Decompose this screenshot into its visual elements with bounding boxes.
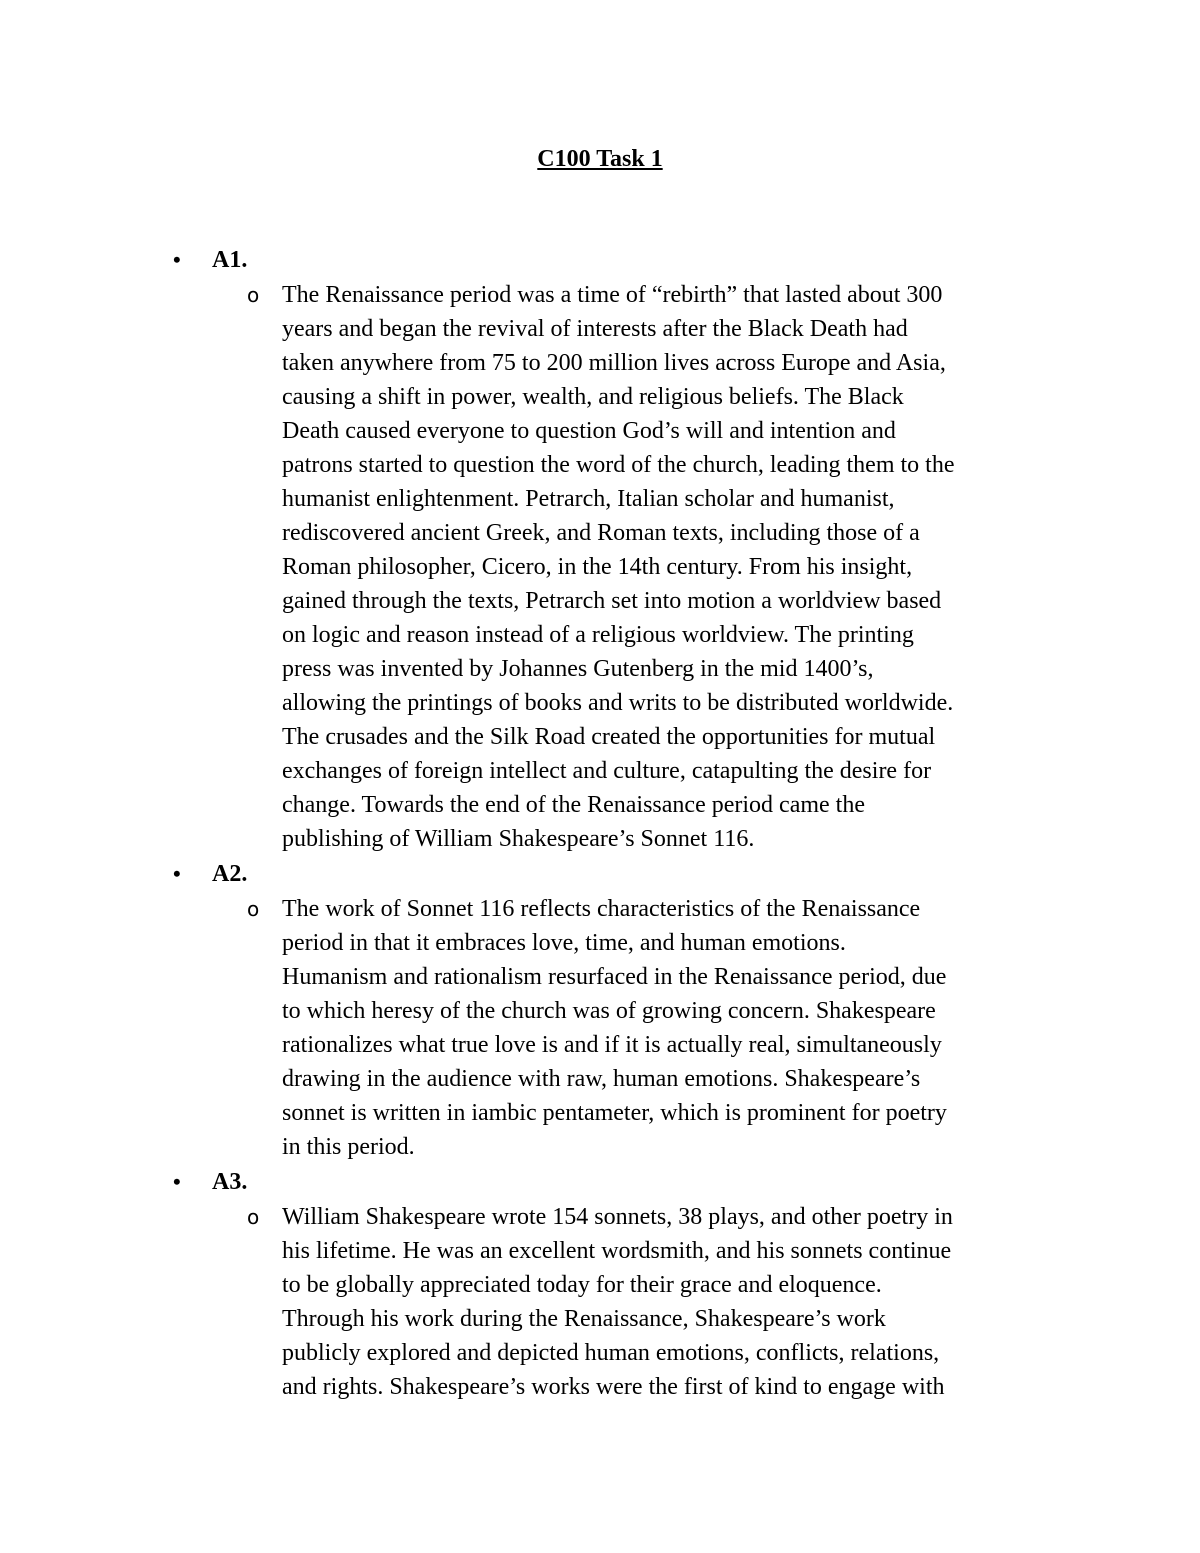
paragraph-line: William Shakespeare wrote 154 sonnets, 38 plays, and other poetry in [282, 1204, 953, 1230]
section-heading-label: A1. [212, 247, 248, 273]
sub-bullet-icon: o [247, 283, 260, 307]
paragraph-line: rationalizes what true love is and if it is actually real, simultaneously [282, 1032, 942, 1058]
section-paragraph [0, 278, 1062, 856]
section-heading-label: A3. [212, 1169, 248, 1195]
paragraph-line: in this period. [282, 1134, 415, 1160]
section-heading [0, 1166, 1200, 1198]
bullet-icon: • [173, 1169, 181, 1194]
paragraph-line: humanist enlightenment. Petrarch, Italian scholar and humanist, [282, 486, 895, 512]
paragraph-line: to be globally appreciated today for their grace and eloquence. [282, 1272, 882, 1298]
paragraph-line: Roman philosopher, Cicero, in the 14th century. From his insight, [282, 554, 913, 580]
section-paragraph [0, 892, 1062, 1164]
paragraph-line: publicly explored and depicted human emotions, conflicts, relations, [282, 1340, 940, 1366]
paragraph-line: sonnet is written in iambic pentameter, which is prominent for poetry [282, 1100, 947, 1126]
document-sections [0, 244, 1200, 1406]
paragraph-line: allowing the printings of books and writs to be distributed worldwide. [282, 690, 954, 716]
section-heading [0, 244, 1200, 276]
sub-bullet-icon: o [247, 897, 260, 921]
bullet-icon: • [173, 861, 181, 886]
bullet-icon: • [173, 247, 181, 272]
paragraph-line: The crusades and the Silk Road created the opportunities for mutual [282, 724, 936, 750]
paragraph-line: The work of Sonnet 116 reflects characteristics of the Renaissance [282, 896, 921, 922]
paragraph-line: exchanges of foreign intellect and culture, catapulting the desire for [282, 758, 932, 784]
sub-bullet-icon: o [247, 1205, 260, 1229]
paragraph-line: and rights. Shakespeare’s works were the first of kind to engage with [282, 1374, 945, 1400]
paragraph-line: drawing in the audience with raw, human emotions. Shakespeare’s [282, 1066, 921, 1092]
paragraph-line: his lifetime. He was an excellent wordsmith, and his sonnets continue [282, 1238, 952, 1264]
section-heading [0, 858, 1200, 890]
document-title-text: C100 Task 1 [537, 146, 663, 172]
paragraph-line: patrons started to question the word of the church, leading them to the [282, 452, 955, 478]
paragraph-line: Humanism and rationalism resurfaced in the Renaissance period, due [282, 964, 947, 990]
paragraph-line: period in that it embraces love, time, and human emotions. [282, 930, 846, 956]
paragraph-line: rediscovered ancient Greek, and Roman texts, including those of a [282, 520, 920, 546]
paragraph-line: Death caused everyone to question God’s will and intention and [282, 418, 896, 444]
paragraph-line: press was invented by Johannes Gutenberg in the mid 1400’s, [282, 656, 874, 682]
section-heading-label: A2. [212, 861, 248, 887]
paragraph-line: on logic and reason instead of a religious worldview. The printing [282, 622, 914, 648]
paragraph-line: years and began the revival of interests after the Black Death had [282, 316, 908, 342]
document-title [0, 143, 1200, 175]
paragraph-line: to which heresy of the church was of growing concern. Shakespeare [282, 998, 936, 1024]
paragraph-line: gained through the texts, Petrarch set into motion a worldview based [282, 588, 942, 614]
paragraph-line: change. Towards the end of the Renaissance period came the [282, 792, 865, 818]
paragraph-line: The Renaissance period was a time of “rebirth” that lasted about 300 [282, 282, 943, 308]
paragraph-line: Through his work during the Renaissance, Shakespeare’s work [282, 1306, 886, 1332]
section-paragraph [0, 1200, 1062, 1404]
paragraph-line: causing a shift in power, wealth, and religious beliefs. The Black [282, 384, 904, 410]
paragraph-line: publishing of William Shakespeare’s Sonnet 116. [282, 826, 755, 852]
paragraph-line: taken anywhere from 75 to 200 million lives across Europe and Asia, [282, 350, 946, 376]
